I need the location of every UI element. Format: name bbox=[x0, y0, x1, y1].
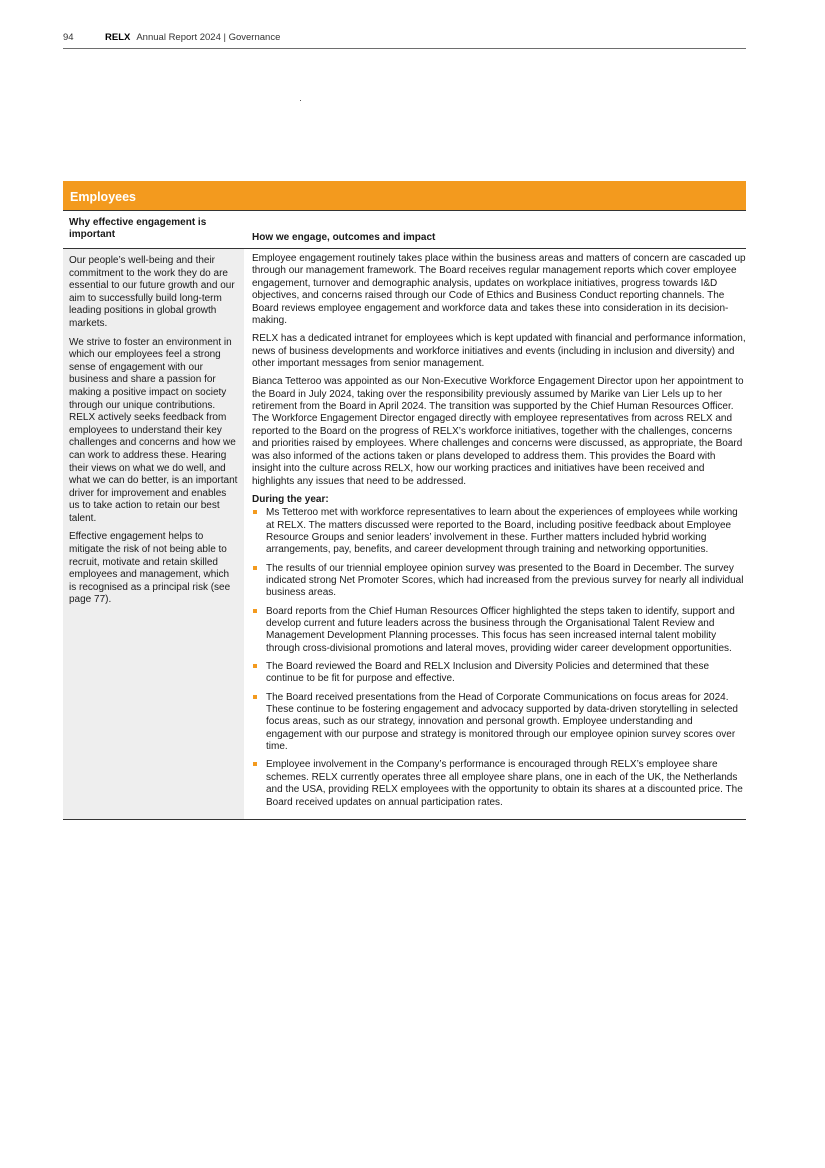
during-year-heading: During the year: bbox=[252, 493, 329, 505]
stray-dot bbox=[300, 100, 301, 101]
column-headings bbox=[63, 211, 746, 249]
bullet-text: Employee involvement in the Company’s performance is encouraged through RELX’s employee share schemes. RELX currently operates three all employee share plans, one in each of the UK, the Netherlands and the USA, providing RELX employees with the opportunity to obtain its shares at a discounted price. The Board received updates on annual participation rates. bbox=[266, 759, 743, 808]
bullet-text: The Board reviewed the Board and RELX Inclusion and Diversity Policies and determined that these continue to be fit for purpose and effective. bbox=[266, 660, 710, 685]
right-paragraph: Employee engagement routinely takes place within the business areas and matters of concern are cascaded up through our management framework. The Board receives regular management reports which cover employee engagement, turnover and demographic analysis, updates on workplace initiatives, progress towards I&D objectives, and concerns raised through our Code of Ethics and Business Conduct reporting channels. The Board reviews employee engagement and workforce data and takes these into consideration in its decision-making. bbox=[252, 253, 746, 327]
bullet-square-icon bbox=[253, 664, 257, 668]
list-item bbox=[252, 692, 746, 754]
bullet-square-icon bbox=[253, 566, 257, 570]
left-paragraph: We strive to foster an environment in which our employees feel a strong sense of engagement with our business and share a passion for making a positive impact on society through our unique contributions. RELX actively seeks feedback from employees to understand their key challenges and concerns and how we can work to address these. Hearing their views on what we do well, and what we can do better, is an important driver for improvement and enables us to take action to retain our best talent. bbox=[69, 336, 238, 524]
left-paragraph: Effective engagement helps to mitigate the risk of not being able to recruit, motivate and retain skilled employees and management, which is recognised as a principal risk (see page 77). bbox=[69, 531, 231, 606]
list-item bbox=[252, 563, 746, 600]
content-row bbox=[63, 249, 746, 820]
why-important-column bbox=[63, 249, 244, 819]
bullet-square-icon bbox=[253, 510, 257, 514]
right-paragraph: RELX has a dedicated intranet for employees which is kept updated with financial and performance information, news of business developments and workforce initiatives and events (including in inclusion and diversity) and other important messages from senior management. bbox=[252, 333, 746, 370]
list-item bbox=[252, 759, 746, 809]
list-item bbox=[252, 606, 746, 656]
bullet-square-icon bbox=[253, 609, 257, 613]
employees-section bbox=[63, 181, 746, 820]
bullet-list bbox=[252, 507, 746, 809]
bullet-text: The Board received presentations from the Head of Corporate Communications on focus areas for 2024. These continue to be fostering engagement and advocacy supported by data-driven storytelling in selected focus areas, such as our strategy, innovation and personal growth. Employee understanding and engagement with our purpose and strategy is monitored through our employee opinion survey scores over time. bbox=[266, 691, 738, 753]
col1-heading: Why effective engagement is important bbox=[69, 217, 207, 240]
col2-heading: How we engage, outcomes and impact bbox=[252, 232, 436, 243]
page-header bbox=[63, 30, 746, 49]
section-title: Employees bbox=[63, 181, 746, 211]
left-paragraph: Our people’s well-being and their commitment to the work they do are essential to our future growth and our aim to successfully build long-term leading positions in global growth markets. bbox=[69, 255, 235, 329]
bullet-text: Board reports from the Chief Human Resources Officer highlighted the steps taken to identify, support and develop current and future leaders across the business through the Organisational Talent Review and Management Development Planning processes. This focus has seen increased internal talent mobility through cross-divisional promotions and lateral moves, providing wider career development opportunities. bbox=[266, 605, 735, 654]
header-title: Annual Report 2024 | Governance bbox=[136, 32, 281, 43]
bullet-text: Ms Tetteroo met with workforce representatives to learn about the experiences of employees while working at RELX. The matters discussed were reported to the Board, including positive feedback about Employee Resource Groups and senior leaders’ involvement in these. Further matters included hybrid working arrangements, pay, benefits, and career development through training and networking opportunities. bbox=[266, 507, 738, 556]
page-number: 94 bbox=[63, 32, 74, 43]
bullet-square-icon bbox=[253, 695, 257, 699]
bullet-square-icon bbox=[253, 762, 257, 766]
list-item bbox=[252, 507, 746, 557]
brand-name: RELX bbox=[105, 32, 131, 43]
how-we-engage-column bbox=[244, 249, 746, 819]
bullet-text: The results of our triennial employee opinion survey was presented to the Board in December. The survey indicated strong Net Promoter Scores, which had increased from the previous survey for nearly all individual business areas. bbox=[266, 562, 744, 599]
right-paragraph: Bianca Tetteroo was appointed as our Non-Executive Workforce Engagement Director upon her appointment to the Board in July 2024, taking over the responsibility previously assumed by Marike van Lier Lels up to her retirement from the Board in April 2024. The transition was supported by the Chief Human Resources Officer. The Workforce Engagement Director engaged directly with employee representatives from across RELX and reported to the Board on the progress of RELX’s workforce initiatives, together with the challenges, concerns and priorities raised by employees. Where challenges and concerns were discussed, as appropriate, the Board was also informed of the actions taken or plans developed to address them. This provides the Board with insight into the culture across RELX, how our working practices and initiatives have been received and highlights any issues that need to be addressed. bbox=[252, 376, 744, 487]
list-item bbox=[252, 661, 746, 686]
